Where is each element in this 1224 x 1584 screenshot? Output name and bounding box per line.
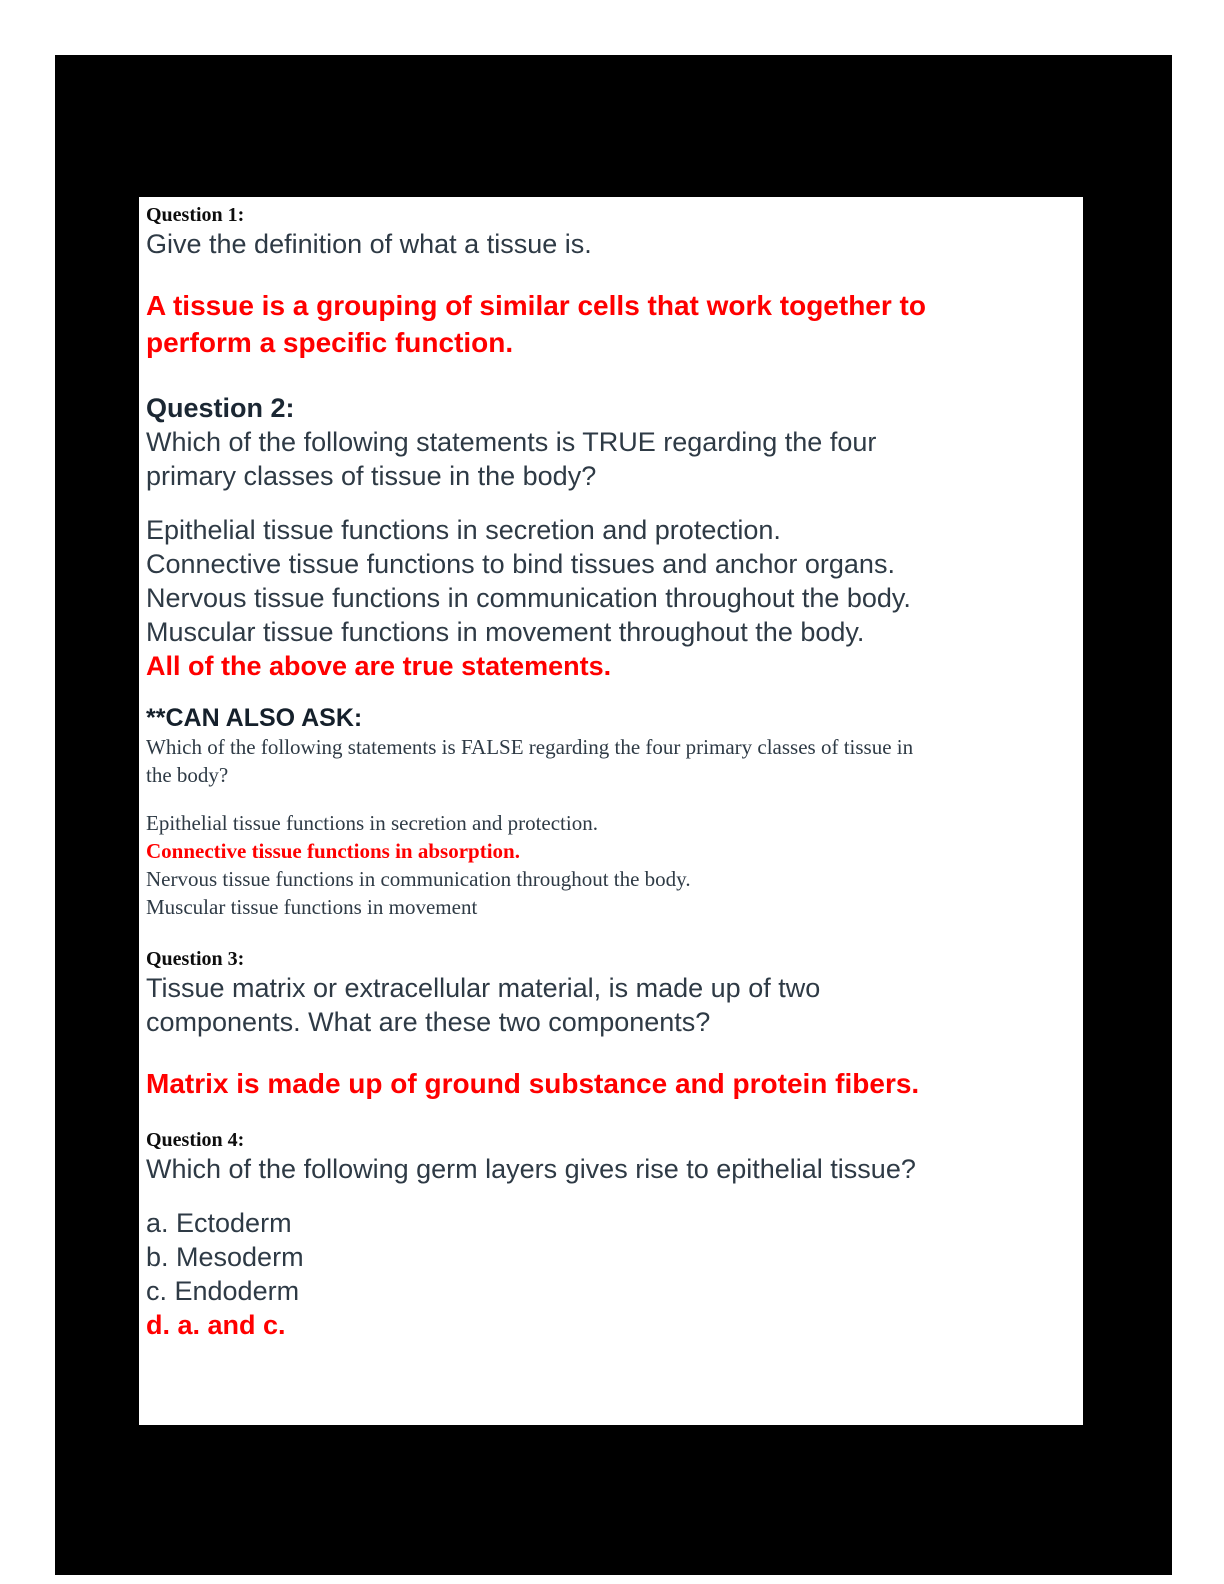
- spacer: [146, 789, 1073, 809]
- spacer: [146, 261, 1073, 287]
- question-4-option-a: a. Ectoderm: [146, 1208, 292, 1238]
- question-1-answer-line-2: perform a specific function.: [146, 327, 514, 358]
- can-also-ask-option-d: Muscular tissue functions in movement: [146, 895, 478, 919]
- question-2-option-d: Muscular tissue functions in movement throughout the body.: [146, 617, 865, 647]
- question-3-label: Question 3:: [146, 948, 245, 970]
- question-1-prompt: Give the definition of what a tissue is.: [146, 229, 592, 259]
- question-1-label: Question 1:: [146, 204, 245, 226]
- spacer: [146, 361, 1073, 391]
- can-also-ask-heading: **CAN ALSO ASK:: [146, 704, 363, 732]
- question-4-option-c: c. Endoderm: [146, 1276, 300, 1306]
- spacer: [146, 921, 1073, 947]
- question-4-label: Question 4:: [146, 1129, 245, 1151]
- question-2-option-b: Connective tissue functions to bind tissues and anchor organs.: [146, 549, 895, 579]
- document-sheet: [139, 197, 1083, 1425]
- can-also-ask-option-c: Nervous tissue functions in communication throughout the body.: [146, 867, 691, 891]
- spacer: [146, 1102, 1073, 1128]
- can-also-ask-option-b-answer: Connective tissue functions in absorption.: [146, 839, 520, 863]
- question-4-option-b: b. Mesoderm: [146, 1242, 304, 1272]
- can-also-ask-prompt-line-2: the body?: [146, 763, 229, 787]
- question-2-prompt-line-2: primary classes of tissue in the body?: [146, 461, 597, 491]
- question-4-prompt: Which of the following germ layers gives rise to epithelial tissue?: [146, 1154, 916, 1184]
- question-1-answer-line-1: A tissue is a grouping of similar cells that work together to: [146, 290, 926, 321]
- question-3-answer: Matrix is made up of ground substance and protein fibers.: [146, 1068, 920, 1099]
- spacer: [146, 1186, 1073, 1206]
- question-2-option-a: Epithelial tissue functions in secretion and protection.: [146, 515, 781, 545]
- spacer: [146, 683, 1073, 703]
- question-2-label: Question 2:: [146, 393, 295, 423]
- can-also-ask-option-a: Epithelial tissue functions in secretion and protection.: [146, 811, 598, 835]
- question-3-prompt-line-1: Tissue matrix or extracellular material, is made up of two: [146, 973, 821, 1003]
- question-3-prompt-line-2: components. What are these two components?: [146, 1007, 711, 1037]
- spacer: [146, 493, 1073, 513]
- question-2-prompt-line-1: Which of the following statements is TRUE regarding the four: [146, 427, 877, 457]
- question-2-option-c: Nervous tissue functions in communication throughout the body.: [146, 583, 911, 613]
- spacer: [146, 1039, 1073, 1065]
- question-4-option-d-answer: d. a. and c.: [146, 1310, 286, 1340]
- question-2-option-e-answer: All of the above are true statements.: [146, 651, 612, 681]
- can-also-ask-prompt-line-1: Which of the following statements is FALSE regarding the four primary classes of tissue in: [146, 735, 914, 759]
